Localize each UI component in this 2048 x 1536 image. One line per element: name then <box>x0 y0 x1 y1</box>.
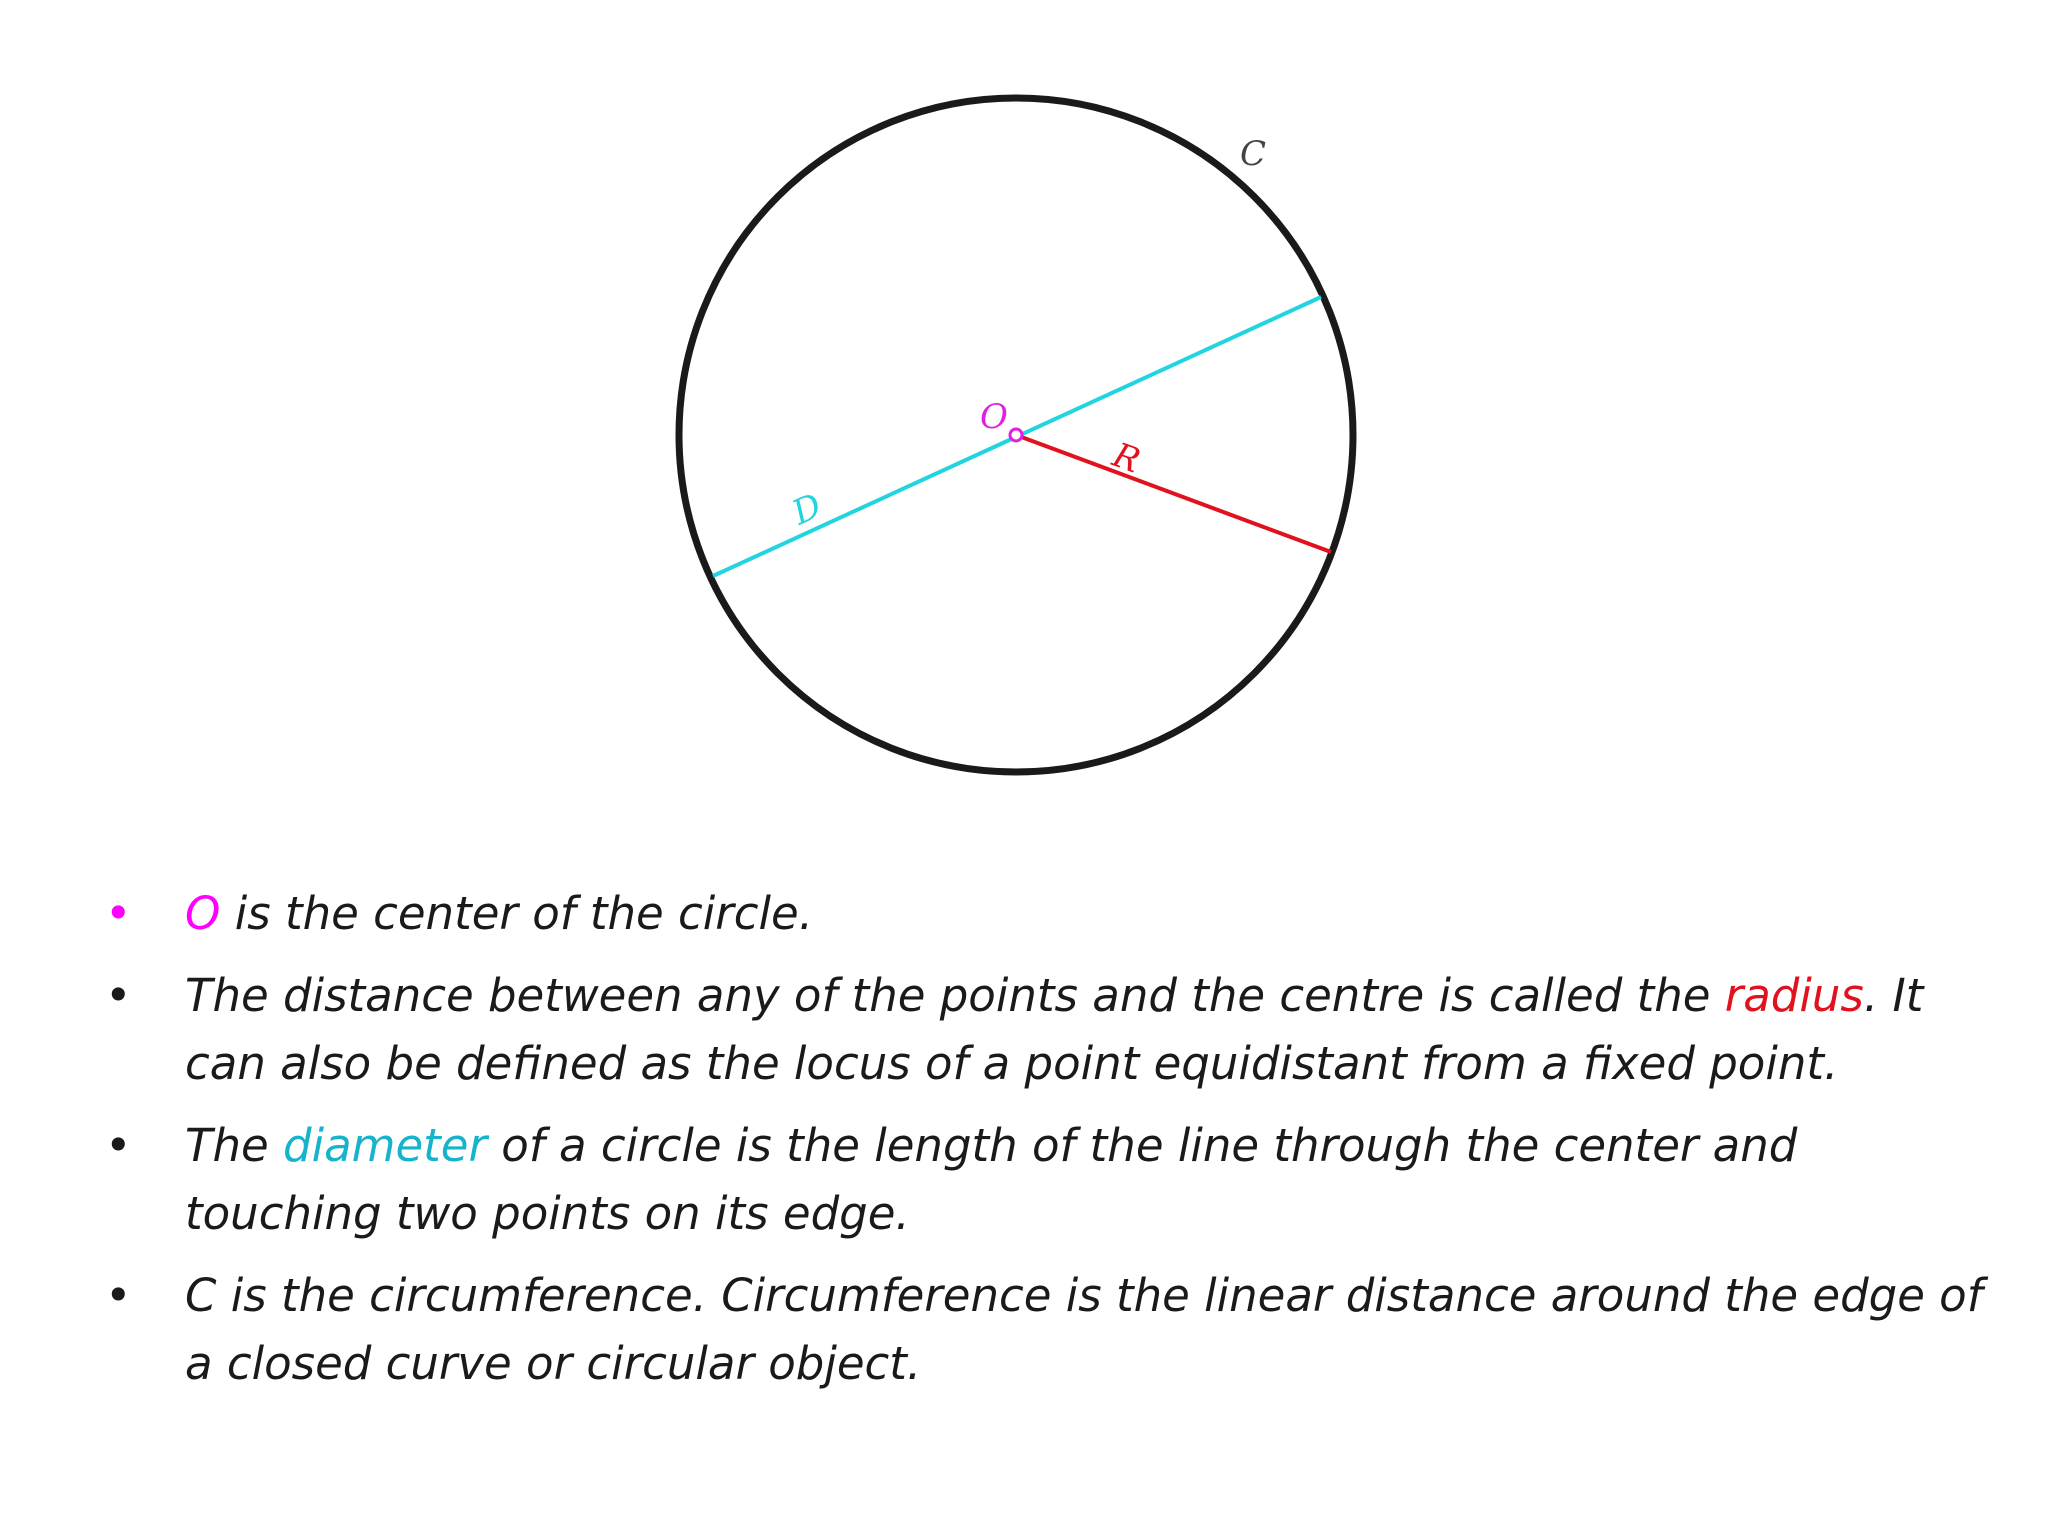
bullet-text: . It can also be defined as the locus of a point equidistant from a fixed point. <box>185 969 1924 1090</box>
bullet-text: C is the circumference. Circumference is the linear distance around the edge of a closed curve or circular object. <box>185 1269 1983 1390</box>
bullet-item-diameter <box>95 1112 1995 1248</box>
bullet-text: The <box>185 1119 283 1172</box>
bullet-item-center <box>95 880 1995 948</box>
bullet-dot: • <box>105 1119 132 1172</box>
keyword-radius: radius <box>1724 969 1864 1022</box>
bullet-item-radius <box>95 962 1995 1098</box>
radius-label: R <box>1107 435 1146 482</box>
diameter-label: D <box>786 485 828 534</box>
bullet-dot: • <box>105 887 132 940</box>
bullet-item-circumference <box>95 1262 1995 1398</box>
radius-line <box>1016 435 1331 552</box>
bullet-text: The distance between any of the points and the centre is called the <box>185 969 1725 1022</box>
center-point <box>1010 429 1022 441</box>
circumference-label: C <box>1240 134 1267 174</box>
bullet-text: of a circle is the length of the line through the center and touching two points on its edge. <box>185 1119 1798 1240</box>
bullet-text: is the center of the circle. <box>220 887 814 940</box>
bullet-dot: • <box>105 969 132 1022</box>
bullet-list <box>95 880 1995 1412</box>
keyword-center: O <box>185 887 221 940</box>
bullet-dot: • <box>105 1269 132 1322</box>
center-label: O <box>980 397 1008 437</box>
keyword-diameter: diameter <box>283 1119 487 1172</box>
